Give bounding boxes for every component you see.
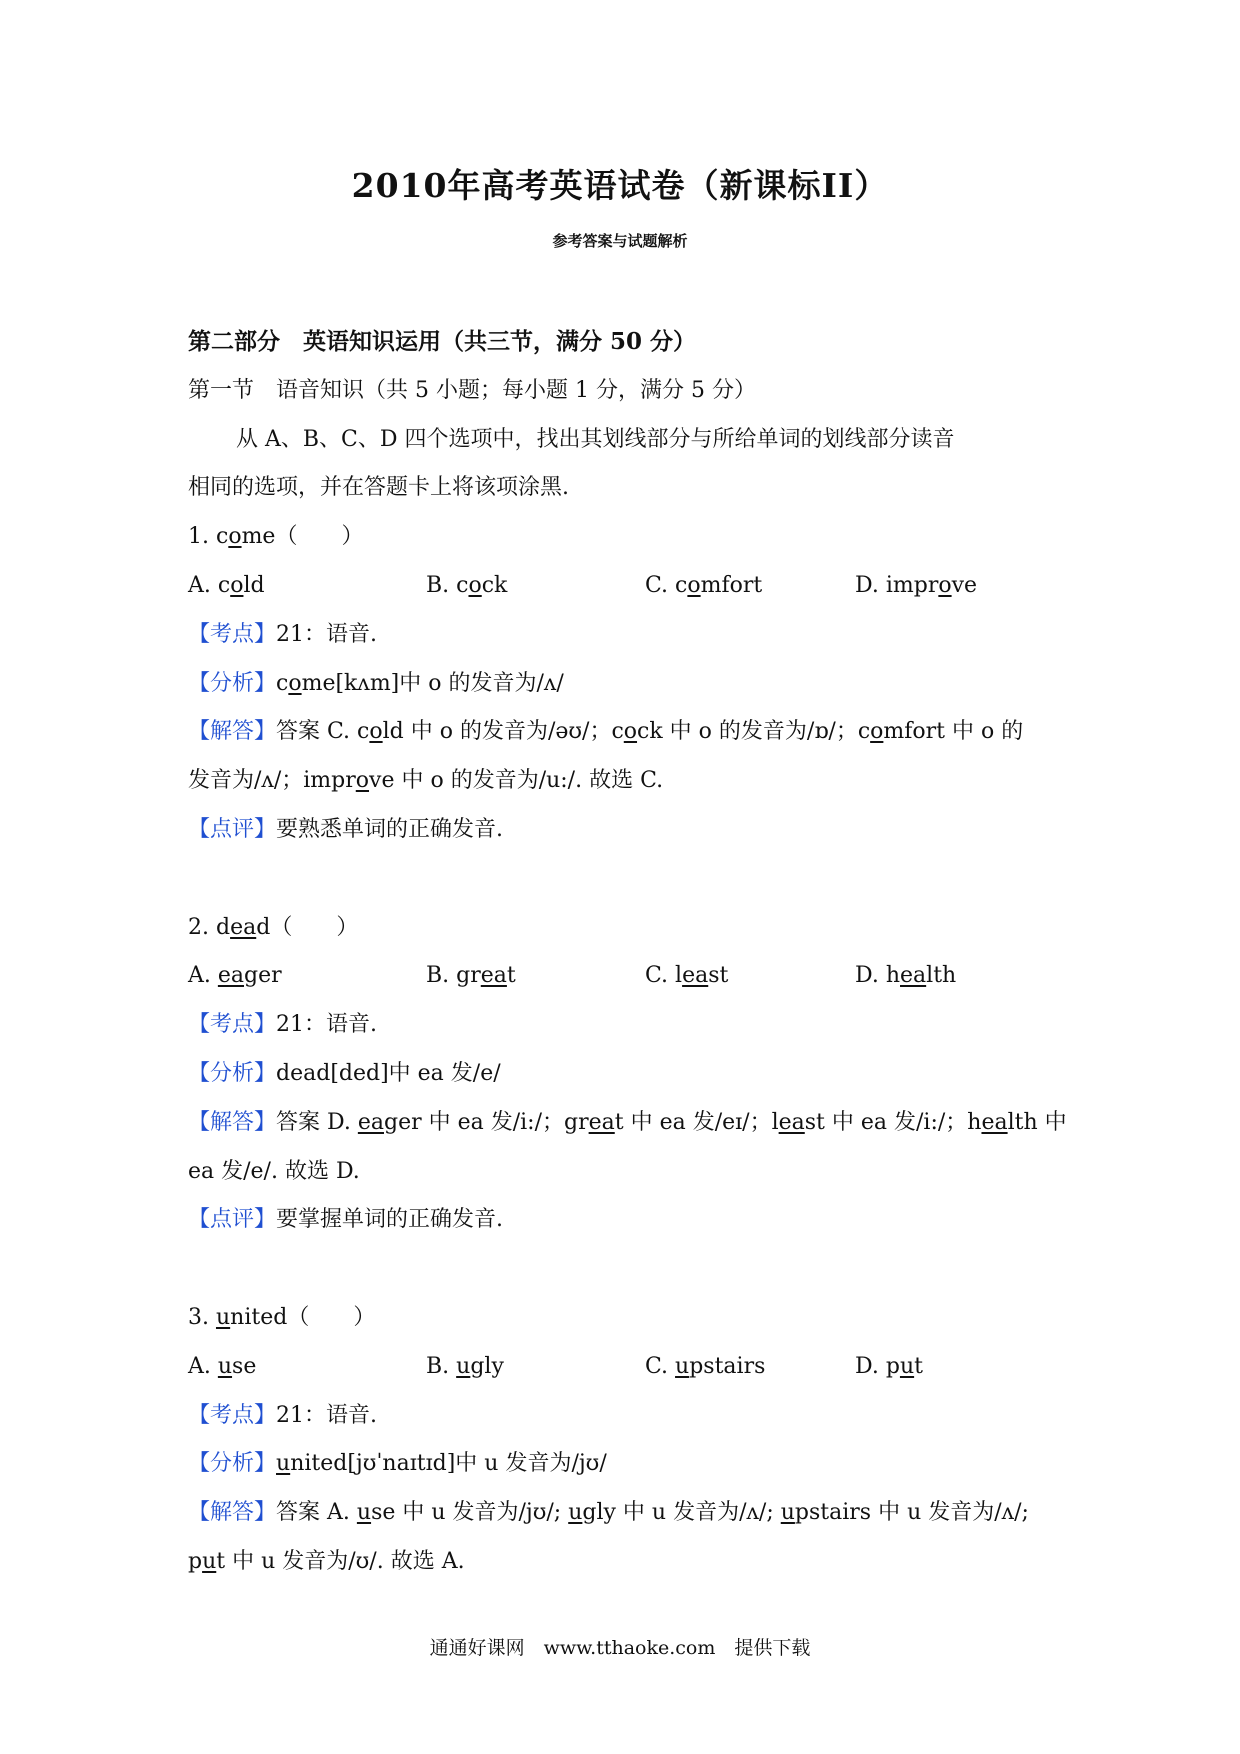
option-a: A. eager <box>188 963 282 989</box>
option-b: B. ugly <box>426 1353 504 1379</box>
page-footer: 通通好课网 www.tthaoke.com 提供下载 <box>429 1637 811 1659</box>
question-1-dianping: 【点评】要熟悉单词的正确发音. <box>188 816 504 842</box>
part-heading: 第二部分 英语知识运用（共三节，满分 50 分） <box>188 328 697 355</box>
instruction-line-1: 从 A、B、C、D 四个选项中，找出其划线部分与所给单词的划线部分读音 <box>236 426 955 452</box>
content-body <box>188 318 1068 1587</box>
instruction-line-2: 相同的选项，并在答题卡上将该项涂黑. <box>188 475 569 501</box>
section-heading: 第一节 语音知识（共 5 小题；每小题 1 分，满分 5 分） <box>188 377 756 403</box>
option-d: D. put <box>855 1353 923 1379</box>
question-2-dianping: 【点评】要掌握单词的正确发音. <box>188 1207 504 1233</box>
option-d: D. improve <box>855 572 978 598</box>
question-2-stem: 2. dead（ ） <box>188 914 359 940</box>
option-c: C. least <box>645 963 729 989</box>
document-subtitle: 参考答案与试题解析 <box>552 232 688 250</box>
document-title: 2010年高考英语试卷（新课标II） <box>351 166 889 205</box>
option-c: C. upstairs <box>645 1353 766 1379</box>
question-3-fenxi: 【分析】united[jʊˈnaɪtɪd]中 u 发音为/jʊ/ <box>188 1451 607 1477</box>
question-1-jieda-cont: 发音为/ʌ/；improve 中 o 的发音为/u:/. 故选 C. <box>188 768 664 794</box>
question-2-fenxi: 【分析】dead[ded]中 ea 发/e/ <box>188 1060 501 1086</box>
option-b: B. cock <box>426 572 508 598</box>
question-2-jieda-cont: ea 发/e/. 故选 D. <box>188 1158 360 1184</box>
question-1-fenxi: 【分析】come[kʌm]中 o 的发音为/ʌ/ <box>188 670 564 696</box>
question-3-kaodian: 【考点】21：语音. <box>188 1402 378 1428</box>
question-3-options <box>188 1343 1068 1392</box>
question-1-kaodian: 【考点】21：语音. <box>188 621 378 647</box>
question-1-stem: 1. come（ ） <box>188 524 364 550</box>
question-3-stem: 3. united（ ） <box>188 1304 376 1330</box>
question-2-jieda: 【解答】答案 D. eager 中 ea 发/i:/；great 中 ea 发/eɪ/；least 中 ea 发/i:/；health 中 <box>188 1109 1067 1135</box>
spacer <box>188 855 1068 904</box>
question-1-jieda: 【解答】答案 C. cold 中 o 的发音为/əʊ/；cock 中 o 的发音为/ɒ/；comfort 中 o 的 <box>188 719 1024 745</box>
question-1-options <box>188 562 1068 611</box>
question-3-jieda: 【解答】答案 A. use 中 u 发音为/jʊ/; ugly 中 u 发音为/ʌ/; upstairs 中 u 发音为/ʌ/; <box>188 1500 1029 1526</box>
question-2-kaodian: 【考点】21：语音. <box>188 1012 378 1038</box>
spacer <box>188 1245 1068 1294</box>
question-3-jieda-cont: put 中 u 发音为/ʊ/. 故选 A. <box>188 1548 465 1574</box>
question-2-options <box>188 952 1068 1001</box>
option-a: A. use <box>188 1353 257 1379</box>
option-a: A. cold <box>188 572 265 598</box>
option-d: D. health <box>855 963 957 989</box>
option-c: C. comfort <box>645 572 763 598</box>
option-b: B. great <box>426 963 516 989</box>
